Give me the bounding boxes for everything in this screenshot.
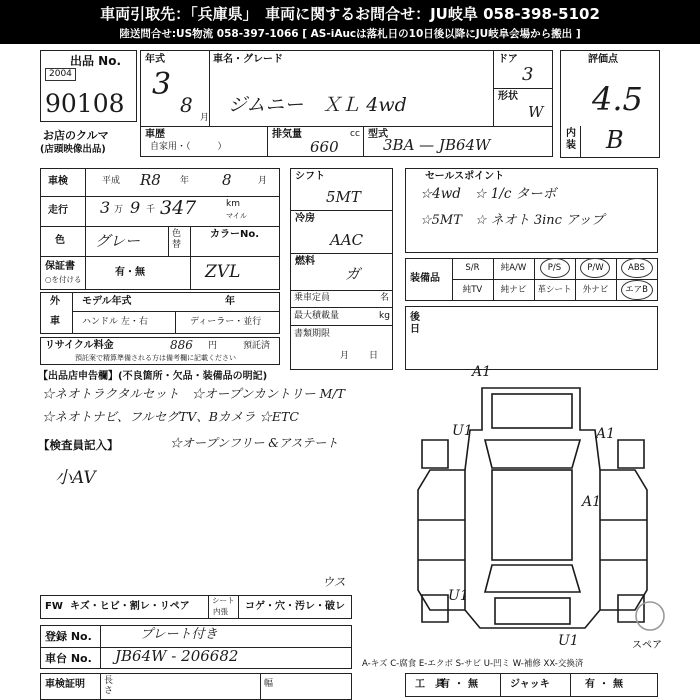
name-label: 車名・グレード: [213, 54, 283, 65]
foreign-label-top: 外: [50, 296, 60, 307]
shape-value: W: [528, 103, 544, 121]
car-rear-right-tire: [618, 595, 644, 622]
tools-label: 工 具: [415, 679, 445, 690]
inspector-note: 小AV: [55, 468, 96, 488]
tools-value: 有・無: [440, 679, 482, 690]
header-line2: 陸送問合せ:US物流 058-397-1066 [ AS-iAucは落札日の10日後以降にJU岐阜会場から搬出 ]: [119, 28, 581, 40]
colorno-label: カラーNo.: [210, 229, 260, 240]
shaken-year-unit: 年: [180, 176, 190, 186]
car-hood: [492, 394, 572, 428]
car-rear-left-tire: [422, 595, 448, 622]
shape-label: 形状: [498, 91, 518, 102]
displacement-label: 排気量: [272, 129, 302, 140]
equipment-row1-item-0: S/R: [465, 263, 480, 273]
mileage-label: 走行: [48, 205, 68, 216]
displacement-unit: cc: [350, 129, 360, 139]
year-value: 3: [152, 67, 172, 102]
jack-label: ジャッキ: [510, 679, 550, 690]
cert-label: 車検証明: [45, 679, 85, 690]
spare-label: スペア: [632, 640, 662, 651]
document-unit: 月日: [340, 351, 399, 361]
fuel-label: 燃料: [295, 256, 315, 267]
recycle-status: 預託済: [243, 341, 271, 351]
handle-label: ハンドル 左・右: [82, 317, 148, 327]
interior-score: B: [606, 126, 624, 154]
foreign-box: [40, 292, 280, 334]
recycle-label: リサイクル料金: [45, 340, 114, 351]
inspector-line: ☆オープンフリー &アステート: [170, 436, 339, 450]
equipment-mark-airbag: [621, 280, 653, 300]
shop-line1: お店のクルマ: [43, 129, 109, 142]
diagram-mark-right-front: A1: [596, 426, 616, 442]
car-damage-diagram: [400, 360, 670, 655]
colorno-value: ZVL: [205, 262, 241, 282]
recycle-unit: 円: [208, 341, 218, 351]
month-value: 8: [180, 93, 193, 117]
header-line1: 車両引取先：「兵庫県」 車両に関するお問合せ：JU岐阜 058-398-5102: [100, 5, 600, 23]
color-value: グレー: [95, 232, 141, 250]
chassis-label: 車台 No.: [45, 652, 92, 665]
color-label: 色: [55, 235, 65, 246]
lot-number: 90108: [45, 89, 125, 118]
grade-score: 4.5: [592, 80, 643, 118]
door-value: 3: [522, 64, 534, 85]
legend-text: A-キズ C-腐食 E-エクボ S-サビ U-凹ミ W-補修 XX-交換済: [362, 659, 584, 669]
equipment-mark-ps: [540, 258, 570, 278]
diagram-mark-seat: ウス: [322, 575, 346, 589]
inspector-header: 【検査員記入】: [38, 438, 119, 452]
dealer-label: ディーラー・並行: [190, 317, 262, 327]
name-value: ジムニー ＸＬ 4wd: [228, 94, 407, 116]
shift-value: 5MT: [326, 188, 361, 206]
interior-label: 内装: [566, 128, 576, 151]
car-roof: [492, 470, 572, 560]
month-unit: 月: [200, 113, 210, 123]
model-label: 型式: [368, 129, 388, 140]
equipment-row2-item-3: 外ナビ: [582, 285, 609, 295]
mileage-man: 3: [100, 198, 111, 217]
jack-value: 有・無: [585, 679, 627, 690]
sales-points-line1: ☆4wd ☆ 1/c ターボ: [420, 186, 557, 202]
sales-points-label: セールスポイント: [425, 171, 505, 182]
equipment-row1-item-2: P/S: [547, 263, 562, 273]
car-windshield: [485, 440, 580, 468]
document-label: 書類期限: [294, 329, 331, 339]
recycle-note: 預託案で精算準備される方は備考欄に記載ください: [75, 354, 236, 362]
equipment-row2-item-4: エアB: [625, 285, 648, 295]
equipment-row1-item-4: ABS: [628, 263, 645, 273]
notes-line1: ☆ネオトラクタルセット ☆オープンカントリー M/T: [42, 386, 345, 401]
equipment-row1-item-1: 純A/W: [500, 263, 527, 273]
equipment-mark-abs: [621, 258, 653, 278]
shaken-year: R8: [140, 171, 161, 189]
equipment-row2-item-0: 純TV: [462, 285, 483, 295]
model-year-label: モデル年式: [82, 296, 132, 307]
warranty-options: 有・無: [115, 267, 145, 278]
car-rear-window: [485, 565, 580, 592]
rear-label: 後日: [410, 312, 420, 335]
mileage-km: km: [226, 199, 240, 209]
fuel-value: ガ: [345, 265, 361, 283]
foreign-label-bottom: 車: [50, 316, 60, 327]
cert-width: 幅: [264, 679, 274, 689]
car-tailgate: [495, 598, 570, 624]
color-change-label: 色替: [172, 229, 182, 250]
shop-line2: (店頭映像出品): [40, 144, 106, 155]
diagram-mark-left-front: U1: [452, 423, 473, 439]
shaken-month: 8: [222, 171, 232, 189]
history-value: 自家用・（ ）: [150, 142, 227, 152]
diagram-mark-front: A1: [472, 364, 492, 380]
certificate-box: [40, 673, 352, 700]
door-label: ドア: [498, 54, 518, 65]
diagram-mark-right-middle: A1: [582, 494, 602, 510]
equipment-row1-item-3: P/W: [587, 263, 604, 273]
car-front-right-tire: [618, 440, 644, 468]
car-right-side: [600, 470, 647, 610]
capacity-unit: 名: [380, 293, 390, 303]
model-value: 3BA — JB64W: [383, 136, 491, 154]
capacity-label: 乗車定員: [294, 293, 331, 303]
notes-line2: ☆ネオトナビ、フルセグTV、Bカメラ ☆ETC: [42, 409, 299, 424]
car-front-left-tire: [422, 440, 448, 468]
equipment-row2-item-1: 純ナビ: [500, 285, 527, 295]
history-label: 車歴: [145, 129, 165, 140]
warranty-note: ○を付ける: [45, 275, 82, 284]
year-label: 年式: [145, 54, 165, 65]
mileage-sen: 9: [130, 198, 141, 217]
equipment-row2-item-2: 革シート: [537, 285, 572, 295]
diagram-mark-rear: U1: [558, 633, 579, 649]
ac-label: 冷房: [295, 213, 315, 224]
reg-label: 登録 No.: [45, 630, 92, 643]
sheet-label: シート: [212, 596, 235, 605]
lot-year-stamp: 2004: [45, 68, 76, 81]
displacement-value: 660: [310, 138, 339, 156]
spare-tire-circle: [636, 602, 664, 630]
sales-points-line2: ☆5MT ☆ ネオト 3inc アップ: [420, 213, 605, 228]
mileage-mile: マイル: [226, 212, 247, 220]
mileage-sen-unit: 千: [146, 205, 156, 215]
mileage-rest: 347: [160, 197, 197, 219]
equipment-label: 装備品: [410, 273, 440, 284]
chassis-value: JB64W - 206682: [115, 647, 239, 665]
load-unit: kg: [379, 311, 390, 321]
ac-value: AAC: [330, 231, 364, 249]
grade-label: 評価点: [588, 54, 618, 65]
diagram-mark-left-rear: U1: [448, 588, 469, 604]
fw-items: キズ・ヒビ・割レ・リペア: [70, 601, 190, 612]
fw-label: FW: [45, 601, 63, 612]
notes-header: 【出品店申告欄】(不良箇所・欠品・装備品の明記): [38, 371, 268, 382]
mileage-man-unit: 万: [114, 205, 124, 215]
recycle-value: 886: [170, 338, 193, 352]
reg-value: プレート付き: [140, 627, 218, 642]
warranty-label: 保証書: [45, 261, 75, 272]
foreign-year-unit: 年: [225, 296, 235, 307]
shaken-era: 平成: [102, 176, 121, 186]
shaken-month-unit: 月: [258, 176, 268, 186]
sheet-items: コゲ・穴・汚レ・破レ: [245, 601, 345, 612]
shaken-label: 車検: [48, 176, 68, 187]
sheet-label2: 内張: [213, 607, 228, 616]
shift-label: シフト: [295, 171, 325, 182]
cert-long: 長さ: [104, 676, 114, 696]
equipment-mark-pw: [580, 258, 610, 278]
lot-label: 出品 No.: [70, 54, 122, 68]
load-label: 最大積載量: [294, 311, 340, 321]
header-bar: [0, 0, 700, 44]
